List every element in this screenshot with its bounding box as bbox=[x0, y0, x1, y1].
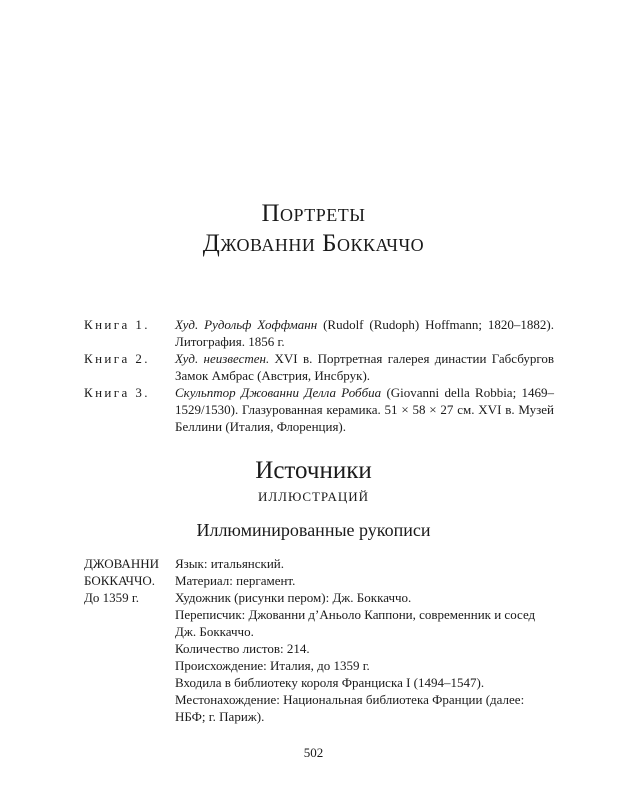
sources-title-line1: Источники bbox=[255, 457, 372, 484]
detail-provenance: Входила в библиотеку короля Франциска I (1494–1547). bbox=[175, 675, 485, 690]
manuscript-details bbox=[175, 555, 554, 725]
page-number: 502 bbox=[303, 745, 324, 760]
detail-copyist: Переписчик: Джованни д’Аньоло Каппони, современник и сосед Дж. Боккаччо. bbox=[175, 607, 536, 639]
book-artist: Скульптор Джованни Делла Роббиа bbox=[175, 385, 382, 400]
book-artist: Худ. Рудольф Хоффманн bbox=[175, 317, 318, 332]
sources-title-line2: иллюстраций bbox=[257, 485, 370, 506]
book-details: (Giovanni della Robbia; 1469–1529/1530). Глазурованная керамика. 51 × 58 × 27 см. XVI в. Музей Беллини (Италия, Флоренция). bbox=[175, 385, 554, 434]
portraits-title-line1: Портреты bbox=[261, 200, 366, 227]
book-description bbox=[175, 316, 554, 350]
book-entry-2 bbox=[84, 350, 554, 384]
book-description bbox=[175, 350, 554, 384]
book-label: Книга 3. bbox=[84, 385, 150, 400]
manuscript-date: До 1359 г. bbox=[84, 590, 139, 605]
detail-location: Местонахождение: Национальная библиотека Франции (далее: НБФ; г. Париж). bbox=[175, 692, 525, 724]
manuscript-entry bbox=[84, 555, 554, 725]
manuscript-author-last: БОККАЧЧО. bbox=[84, 573, 156, 588]
detail-origin: Происхождение: Италия, до 1359 г. bbox=[175, 658, 370, 673]
book-entry-3 bbox=[84, 384, 554, 435]
detail-material: Материал: пергамент. bbox=[175, 573, 296, 588]
detail-artist: Художник (рисунки пером): Дж. Боккаччо. bbox=[175, 590, 412, 605]
manuscript-heading bbox=[84, 555, 175, 725]
sources-subtitle: Иллюминированные рукописи bbox=[196, 520, 431, 540]
manuscript-author-first: ДЖОВАННИ bbox=[84, 556, 159, 571]
book-description bbox=[175, 384, 554, 435]
book-entry-1 bbox=[84, 316, 554, 350]
book-label: Книга 2. bbox=[84, 351, 150, 366]
detail-leaves: Количество листов: 214. bbox=[175, 641, 310, 656]
portrait-list bbox=[84, 316, 554, 435]
book-details: (Rudolf (Rudoph) Hoffmann; 1820–1882). Литография. 1856 г. bbox=[175, 317, 554, 349]
book-artist: Худ. неизвестен. bbox=[175, 351, 270, 366]
book-details: XVI в. Портретная галерея династии Габсбургов Замок Амбрас (Австрия, Инсбрук). bbox=[175, 351, 554, 383]
portraits-title-line2: Джованни Боккаччо bbox=[202, 230, 425, 257]
detail-language: Язык: итальянский. bbox=[175, 556, 285, 571]
book-label: Книга 1. bbox=[84, 317, 150, 332]
